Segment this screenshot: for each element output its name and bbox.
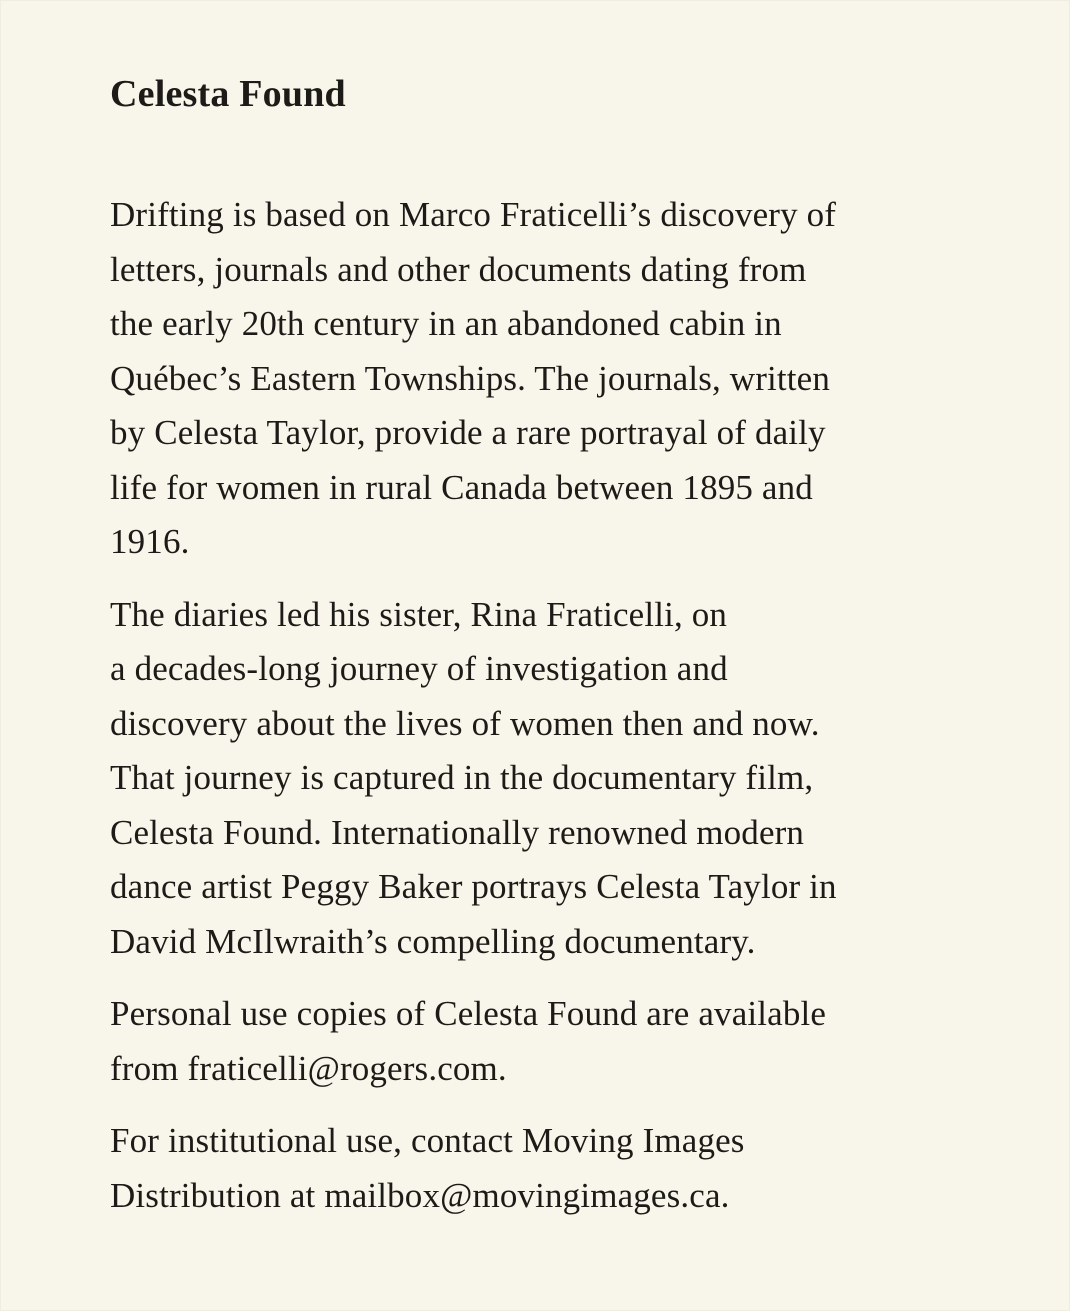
- paragraph-personal-copies: Personal use copies of Celesta Found are available from fraticelli@rogers.com.: [110, 994, 827, 1088]
- paragraph-documentary: The diaries led his sister, Rina Fraticelli, on a decades-long journey of investigation and discovery about the lives of women then and now. That journey is captured in the documentary film, Celesta Found. Internationally renowned modern dance artist Peggy Baker portrays Celesta Taylor in David McIlwraith’s compelling documentary.: [110, 594, 837, 961]
- document-content: [110, 72, 1010, 1223]
- paragraph-discovery: Drifting is based on Marco Fraticelli’s discovery of letters, journals and other documents dating from the early 20th century in an abandoned cabin in Québec’s Eastern Townships. The journals, written by Celesta Taylor, provide a rare portrayal of daily life for women in rural Canada between 1895 and 1916.: [110, 195, 837, 561]
- document-title: Celesta Found: [110, 73, 346, 115]
- paragraph-institutional-use: For institutional use, contact Moving Images Distribution at mailbox@movingimages.ca.: [110, 1121, 745, 1215]
